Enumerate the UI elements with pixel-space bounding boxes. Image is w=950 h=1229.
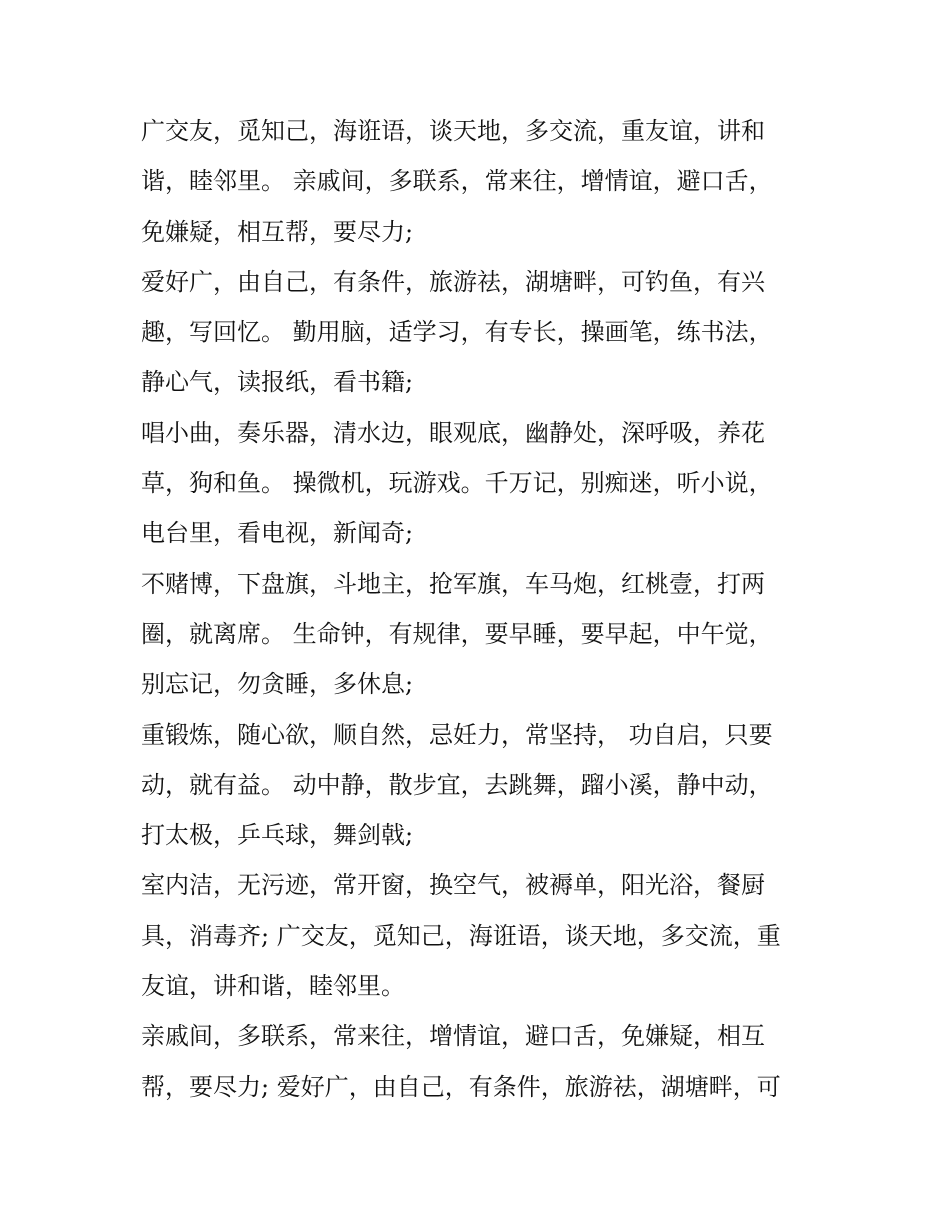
text-line: 趣，写回忆。 勤用脑，适学习，有专长，操画笔，练书法，	[141, 318, 773, 347]
text-line: 电台里，看电视，新闻奇;	[141, 519, 414, 548]
text-line: 爱好广，由自己，有条件，旅游祛，湖塘畔，可钓鱼，有兴	[141, 267, 765, 296]
text-line: 免嫌疑，相互帮，要尽力;	[141, 217, 414, 246]
text-line: 室内洁，无污迹，常开窗，换空气，被褥单，阳光浴，餐厨	[141, 871, 765, 900]
text-line: 动，就有益。 动中静，散步宜，去跳舞，蹓小溪，静中动，	[141, 770, 773, 799]
text-line: 帮，要尽力; 爱好广，由自己，有条件，旅游祛，湖塘畔，可	[141, 1072, 781, 1101]
document-body	[141, 106, 821, 1112]
text-line: 草，狗和鱼。 操微机，玩游戏。千万记，别痴迷，听小说，	[141, 469, 773, 498]
text-line: 亲戚间，多联系，常来往，增情谊，避口舌，免嫌疑，相互	[141, 1022, 765, 1051]
text-line: 具，消毒齐; 广交友，觅知己，海诳语，谈天地，多交流，重	[141, 921, 781, 950]
text-line: 不赌博，下盘旗，斗地主，抢军旗，车马炮，红桃壹，打两	[141, 569, 765, 598]
text-line: 唱小曲，奏乐器，清水边，眼观底，幽静处，深呼吸，养花	[141, 418, 765, 447]
text-line: 友谊，讲和谐，睦邻里。	[141, 972, 405, 1001]
text-line: 打太极，乒乓球，舞剑戟;	[141, 821, 414, 850]
text-line: 圈，就离席。 生命钟，有规律，要早睡，要早起，中午觉，	[141, 619, 773, 648]
text-line: 别忘记，勿贪睡，多休息;	[141, 670, 414, 699]
text-line: 谐，睦邻里。 亲戚间，多联系，常来往，增情谊，避口舌，	[141, 167, 773, 196]
text-line: 广交友，觅知己，海诳语，谈天地，多交流，重友谊，讲和	[141, 117, 765, 145]
text-line: 重锻炼，随心欲，顺自然，忌妊力，常坚持， 功自启，只要	[141, 720, 773, 749]
text-line: 静心气，读报纸，看书籍;	[141, 368, 414, 397]
